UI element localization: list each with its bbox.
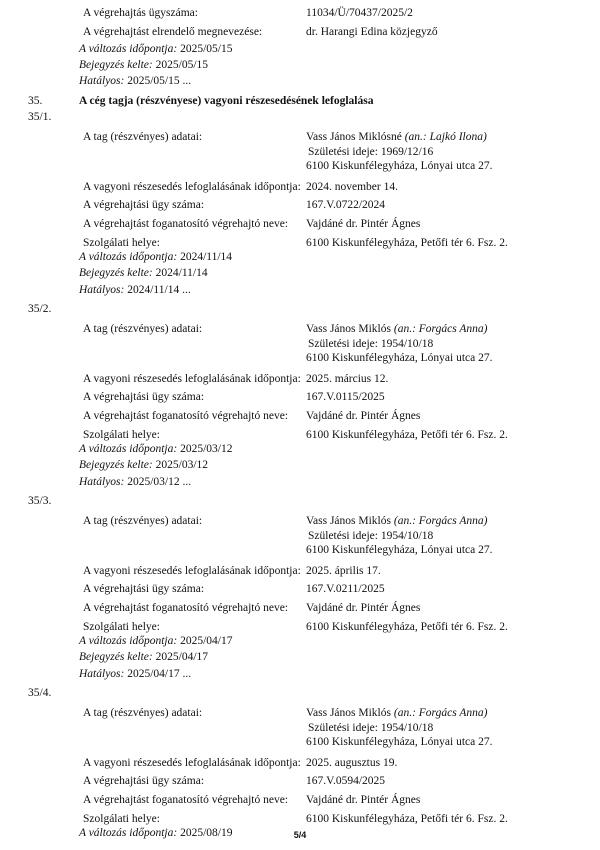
member-address: 6100 Kiskunfélegyháza, Lónyai utca 27.	[306, 736, 493, 748]
seizure-date-value: 2025. március 12.	[306, 373, 389, 385]
member-data-label: A tag (részvényes) adatai:	[83, 131, 203, 143]
member-address: 6100 Kiskunfélegyháza, Lónyai utca 27.	[306, 160, 493, 172]
case-number-value: 167.V.0594/2025	[306, 775, 386, 787]
member-address: 6100 Kiskunfélegyháza, Lónyai utca 27.	[306, 352, 493, 364]
case-number-value: 167.V.0115/2025	[306, 391, 385, 403]
bailiff-label: A végrehajtást foganatosító végrehajtó neve:	[83, 602, 289, 614]
entry-id: 35/1.	[28, 111, 52, 123]
case-number-label: A végrehajtási ügy száma:	[83, 775, 205, 787]
member-data-label: A tag (részvényes) adatai:	[83, 323, 203, 335]
member-name: Vass János Miklósné (an.: Lajkó Ilona)	[306, 131, 487, 143]
change-date: A változás időpontja: 2025/08/19	[79, 827, 233, 839]
member-birth: Születési ideje: 1954/10/18	[308, 722, 434, 734]
entry-date: Bejegyzés kelte: 2025/05/15	[79, 59, 209, 71]
office-value: 6100 Kiskunfélegyháza, Petőfi tér 6. Fsz. 2.	[306, 813, 508, 825]
bailiff-value: Vajdáné dr. Pintér Ágnes	[306, 602, 421, 614]
case-number-label: A végrehajtási ügy száma:	[83, 199, 205, 211]
member-name: Vass János Miklós (an.: Forgács Anna)	[306, 323, 488, 335]
entry-id: 35/2.	[28, 303, 52, 315]
section-title: A cég tagja (részvényese) vagyoni részesedésének lefoglalása	[79, 95, 374, 107]
seizure-date-label: A vagyoni részesedés lefoglalásának időpontja:	[83, 757, 301, 769]
office-label: Szolgálati helye:	[83, 237, 160, 249]
entry-date: Bejegyzés kelte: 2025/04/17	[79, 651, 209, 663]
case-number-value: 11034/Ü/70437/2025/2	[306, 7, 413, 19]
section-number: 35.	[28, 95, 43, 107]
member-name: Vass János Miklós (an.: Forgács Anna)	[306, 707, 488, 719]
entry-id: 35/3.	[28, 495, 52, 507]
member-birth: Születési ideje: 1969/12/16	[308, 146, 434, 158]
case-number-label: A végrehajtás ügyszáma:	[83, 7, 198, 19]
effective-date: Hatályos: 2025/03/12 ...	[79, 476, 192, 488]
bailiff-value: Vajdáné dr. Pintér Ágnes	[306, 410, 421, 422]
change-date: A változás időpontja: 2025/03/12	[79, 443, 233, 455]
bailiff-label: A végrehajtást foganatosító végrehajtó neve:	[83, 794, 289, 806]
effective-date: Hatályos: 2024/11/14 ...	[79, 284, 191, 296]
page-number: 5/4	[293, 830, 307, 840]
member-birth: Születési ideje: 1954/10/18	[308, 338, 434, 350]
bailiff-label: A végrehajtást foganatosító végrehajtó neve:	[83, 218, 289, 230]
effective-date: Hatályos: 2025/05/15 ...	[79, 75, 192, 87]
seizure-date-label: A vagyoni részesedés lefoglalásának időpontja:	[83, 181, 301, 193]
office-label: Szolgálati helye:	[83, 813, 160, 825]
seizure-date-label: A vagyoni részesedés lefoglalásának időpontja:	[83, 373, 301, 385]
bailiff-value: Vajdáné dr. Pintér Ágnes	[306, 218, 421, 230]
bailiff-value: Vajdáné dr. Pintér Ágnes	[306, 794, 421, 806]
entry-id: 35/4.	[28, 687, 52, 699]
case-number-label: A végrehajtási ügy száma:	[83, 583, 205, 595]
case-number-value: 167.V.0722/2024	[306, 199, 386, 211]
change-date: A változás időpontja: 2025/05/15	[79, 43, 233, 55]
office-value: 6100 Kiskunfélegyháza, Petőfi tér 6. Fsz. 2.	[306, 621, 508, 633]
member-birth: Születési ideje: 1954/10/18	[308, 530, 434, 542]
change-date: A változás időpontja: 2025/04/17	[79, 635, 233, 647]
case-number-label: A végrehajtási ügy száma:	[83, 391, 205, 403]
ordering-party-value: dr. Harangi Edina közjegyző	[306, 26, 438, 38]
change-date: A változás időpontja: 2024/11/14	[79, 251, 233, 263]
seizure-date-value: 2024. november 14.	[306, 181, 398, 193]
member-data-label: A tag (részvényes) adatai:	[83, 707, 203, 719]
office-value: 6100 Kiskunfélegyháza, Petőfi tér 6. Fsz. 2.	[306, 429, 508, 441]
member-data-label: A tag (részvényes) adatai:	[83, 515, 203, 527]
office-label: Szolgálati helye:	[83, 429, 160, 441]
seizure-date-value: 2025. április 17.	[306, 565, 381, 577]
member-name: Vass János Miklós (an.: Forgács Anna)	[306, 515, 488, 527]
effective-date: Hatályos: 2025/04/17 ...	[79, 668, 192, 680]
ordering-party-label: A végrehajtást elrendelő megnevezése:	[83, 26, 263, 38]
office-value: 6100 Kiskunfélegyháza, Petőfi tér 6. Fsz. 2.	[306, 237, 508, 249]
seizure-date-label: A vagyoni részesedés lefoglalásának időpontja:	[83, 565, 301, 577]
case-number-value: 167.V.0211/2025	[306, 583, 385, 595]
bailiff-label: A végrehajtást foganatosító végrehajtó neve:	[83, 410, 289, 422]
entry-date: Bejegyzés kelte: 2024/11/14	[79, 267, 208, 279]
entry-date: Bejegyzés kelte: 2025/03/12	[79, 459, 209, 471]
office-label: Szolgálati helye:	[83, 621, 160, 633]
seizure-date-value: 2025. augusztus 19.	[306, 757, 398, 769]
member-address: 6100 Kiskunfélegyháza, Lónyai utca 27.	[306, 544, 493, 556]
